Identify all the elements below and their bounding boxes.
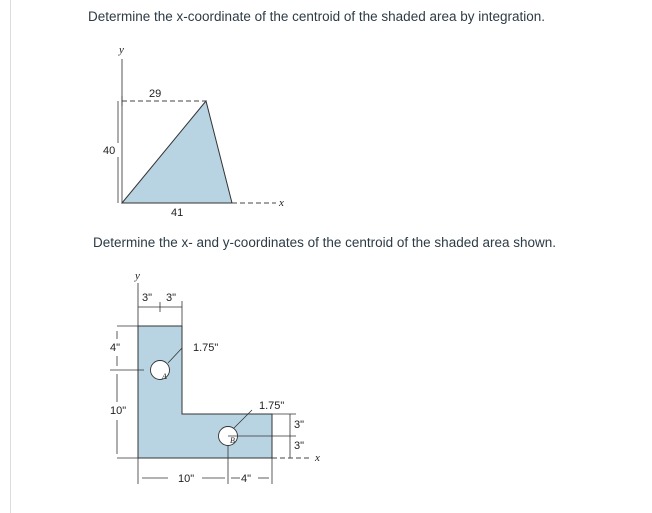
fig2-dim-left-top: 4" — [110, 342, 121, 354]
fig2-point-a-label: A — [162, 372, 167, 381]
fig1-x-axis-label: x — [279, 197, 284, 209]
fig2-dim-hole-b: 1.75" — [259, 400, 285, 412]
fig2-dim-bottom-right: 4" — [241, 473, 252, 485]
question-1-text: Determine the x-coordinate of the centroid of the shaded area by integration. — [88, 9, 546, 24]
fig2-dim-top-left: 3" — [142, 292, 153, 304]
fig2-dim-left-bottom: 10" — [110, 405, 127, 417]
fig2-y-axis-label: y — [135, 270, 140, 282]
question-2-text: Determine the x- and y-coordinates of the centroid of the shaded area shown. — [93, 235, 557, 250]
fig2-dim-hole-a: 1.75" — [193, 342, 219, 354]
fig1-dim-top: 29 — [149, 88, 162, 100]
fig1-dim-left: 40 — [103, 145, 116, 157]
fig2-dim-bottom-left: 10" — [178, 473, 195, 485]
fig2-dim-right-top: 3" — [294, 419, 305, 431]
fig1-y-axis-label: y — [119, 44, 124, 56]
fig2-x-axis-label: x — [315, 452, 320, 464]
fig2-dim-right-bottom: 3" — [294, 440, 305, 452]
fig1-dim-bottom: 41 — [171, 207, 184, 219]
fig2-point-b-label: B — [230, 436, 235, 445]
fig2-dim-top-right: 3" — [166, 292, 177, 304]
